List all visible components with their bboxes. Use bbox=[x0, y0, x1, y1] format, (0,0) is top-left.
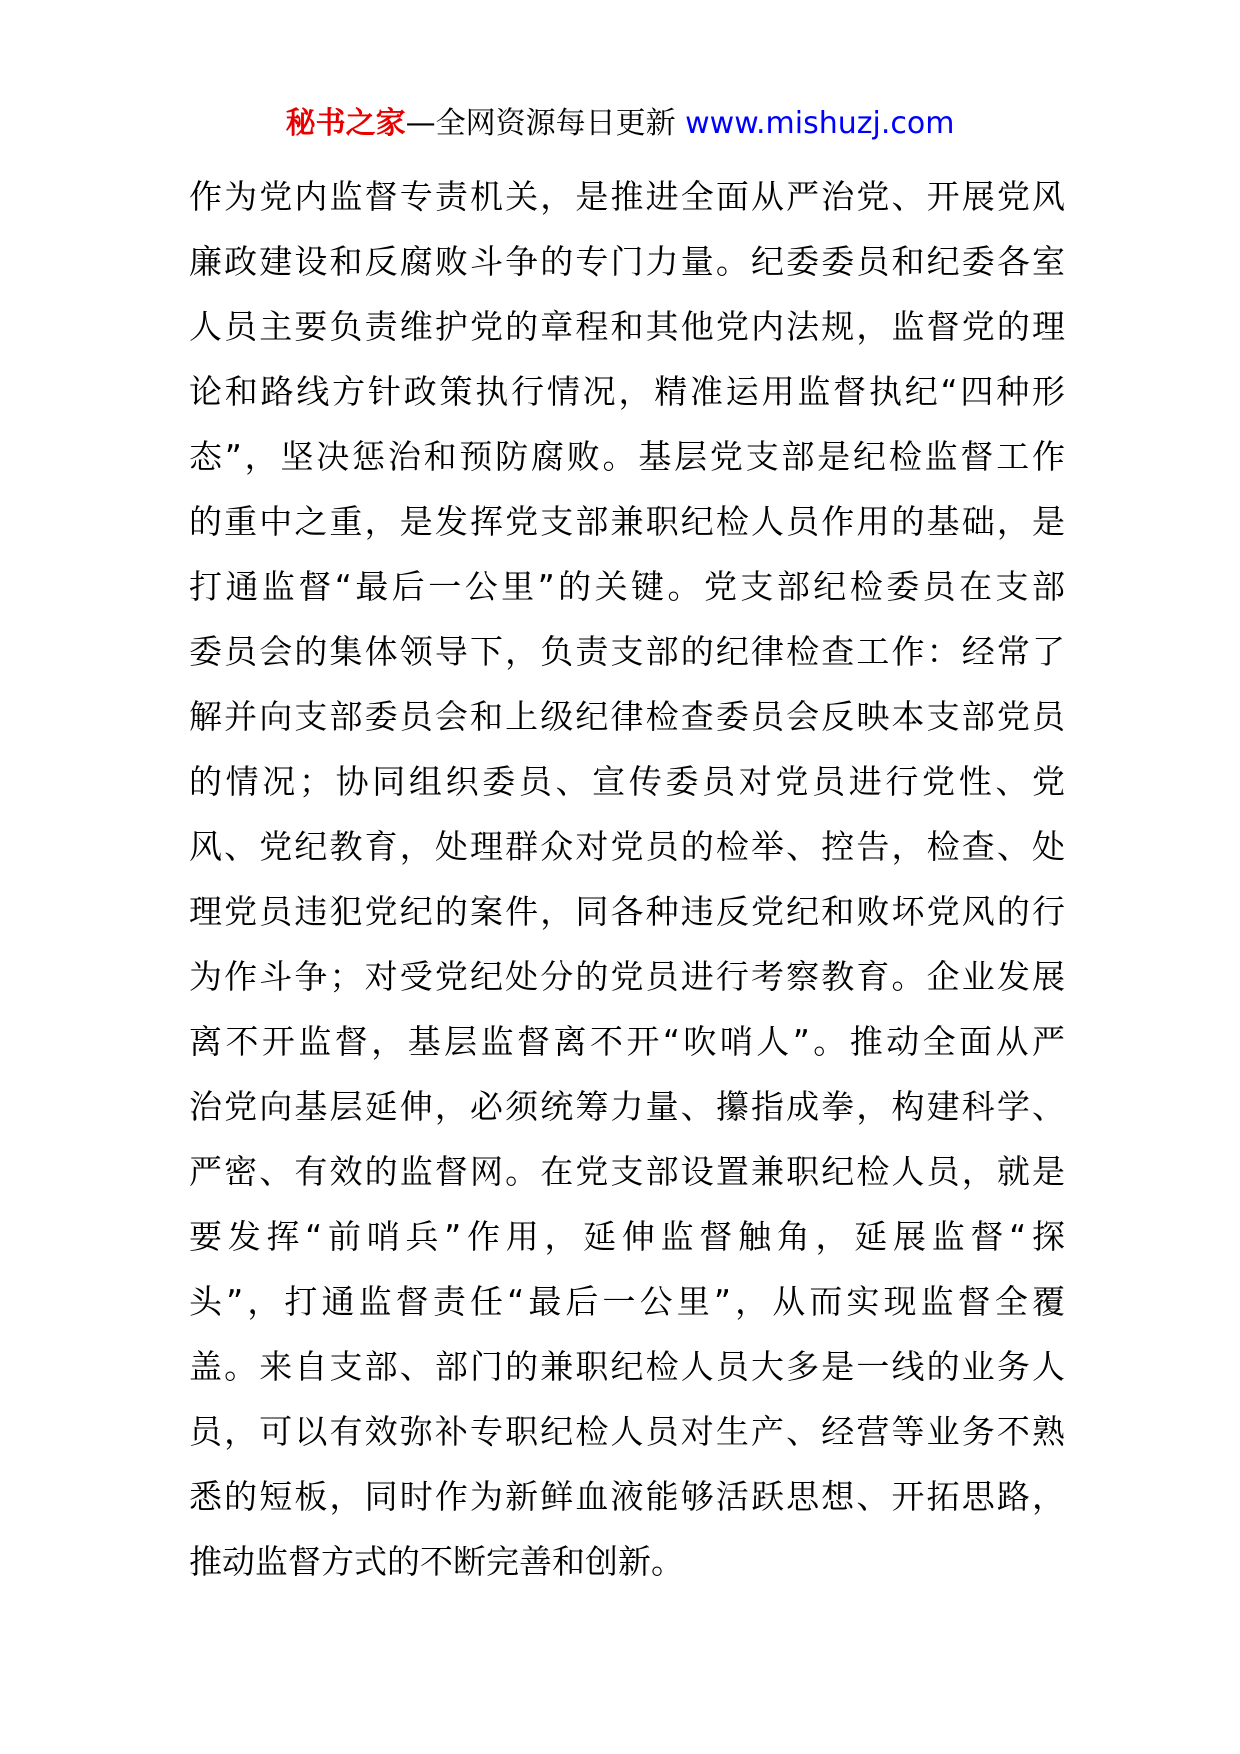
paragraph-line: 离不开监督，基层监督离不开“吹哨人”。推动全面从严 bbox=[189, 1022, 1065, 1061]
paragraph-line: 人员主要负责维护党的章程和其他党内法规，监督党的理 bbox=[189, 307, 1065, 346]
paragraph-line: 盖。来自支部、部门的兼职纪检人员大多是一线的业务人 bbox=[189, 1347, 1065, 1386]
paragraph-line: 推动监督方式的不断完善和创新。 bbox=[189, 1542, 684, 1581]
paragraph-line: 态”，坚决惩治和预防腐败。基层党支部是纪检监督工作 bbox=[189, 437, 1065, 476]
paragraph-line: 要发挥“前哨兵”作用，延伸监督触角，延展监督“探 bbox=[189, 1217, 1065, 1256]
paragraph-line: 打通监督“最后一公里”的关键。党支部纪检委员在支部 bbox=[189, 567, 1065, 606]
page-header bbox=[0, 100, 1240, 148]
paragraph-line: 员，可以有效弥补专职纪检人员对生产、经营等业务不熟 bbox=[189, 1412, 1065, 1451]
paragraph-line: 风、党纪教育，处理群众对党员的检举、控告，检查、处 bbox=[189, 827, 1065, 866]
paragraph-line: 悉的短板，同时作为新鲜血液能够活跃思想、开拓思路， bbox=[189, 1477, 1065, 1516]
paragraph-line: 严密、有效的监督网。在党支部设置兼职纪检人员，就是 bbox=[189, 1152, 1065, 1191]
paragraph-line: 解并向支部委员会和上级纪律检查委员会反映本支部党员 bbox=[189, 697, 1065, 736]
paragraph-line: 委员会的集体领导下，负责支部的纪律检查工作：经常了 bbox=[189, 632, 1065, 671]
paragraph-line: 为作斗争；对受党纪处分的党员进行考察教育。企业发展 bbox=[189, 957, 1065, 996]
brand-name: 秘书之家 bbox=[285, 106, 406, 141]
paragraph-line: 的重中之重，是发挥党支部兼职纪检人员作用的基础，是 bbox=[189, 502, 1065, 541]
paragraph-line: 作为党内监督专责机关，是推进全面从严治党、开展党风 bbox=[189, 177, 1065, 216]
paragraph-line: 论和路线方针政策执行情况，精准运用监督执纪“四种形 bbox=[189, 372, 1065, 411]
paragraph-line: 的情况；协同组织委员、宣传委员对党员进行党性、党 bbox=[189, 762, 1065, 801]
header-tagline: —全网资源每日更新 bbox=[405, 106, 676, 141]
paragraph-line: 治党向基层延伸，必须统筹力量、攥指成拳，构建科学、 bbox=[189, 1087, 1065, 1126]
paragraph-line: 理党员违犯党纪的案件，同各种违反党纪和败坏党风的行 bbox=[189, 892, 1065, 931]
paragraph-line: 廉政建设和反腐败斗争的专门力量。纪委委员和纪委各室 bbox=[189, 242, 1065, 281]
header-url-link[interactable]: www.mishuzj.com bbox=[685, 106, 955, 141]
paragraph-line: 头”，打通监督责任“最后一公里”，从而实现监督全覆 bbox=[189, 1282, 1065, 1321]
body-paragraph bbox=[189, 164, 1065, 1594]
